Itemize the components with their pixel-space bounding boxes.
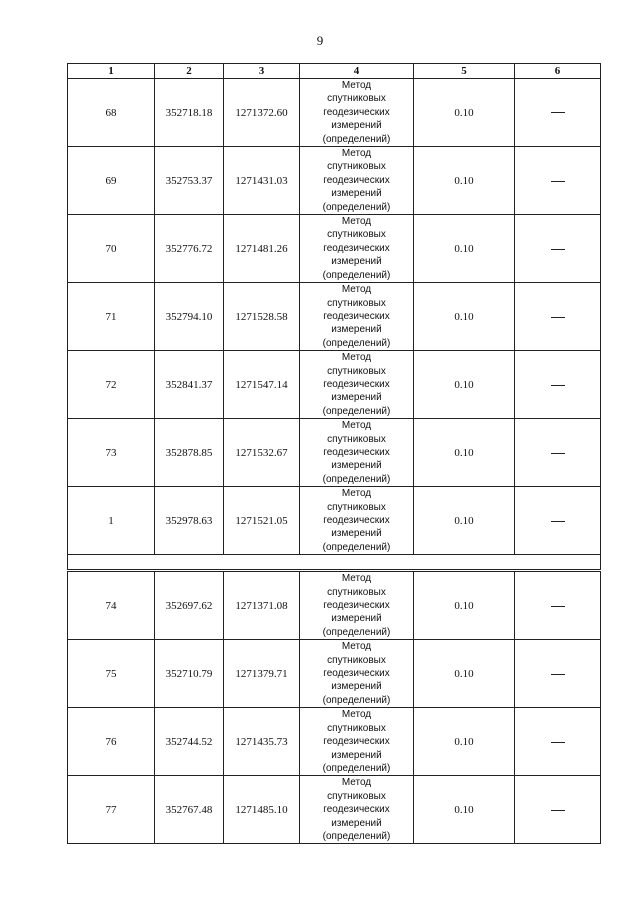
x-coordinate-cell: 352697.62 bbox=[155, 571, 224, 640]
accuracy-cell: 0.10 bbox=[414, 351, 515, 419]
point-number-cell: 71 bbox=[68, 283, 155, 351]
y-coordinate-cell: 1271481.26 bbox=[224, 215, 300, 283]
method-cell bbox=[300, 79, 414, 147]
method-line: (определений) bbox=[322, 541, 391, 553]
method-line: геодезических bbox=[323, 378, 390, 390]
note-cell bbox=[515, 640, 601, 708]
method-line: (определений) bbox=[322, 337, 391, 349]
method-line: измерений bbox=[331, 817, 382, 829]
method-line: Метод bbox=[341, 709, 372, 721]
y-coordinate-cell: 1271521.05 bbox=[224, 487, 300, 555]
table-row bbox=[68, 708, 601, 776]
y-coordinate-cell: 1271435.73 bbox=[224, 708, 300, 776]
point-number-cell: 76 bbox=[68, 708, 155, 776]
method-line: (определений) bbox=[322, 405, 391, 417]
dash-mark bbox=[551, 181, 565, 182]
method-cell bbox=[300, 147, 414, 215]
method-text bbox=[300, 283, 413, 350]
method-line: геодезических bbox=[323, 600, 390, 612]
header-cell: 4 bbox=[300, 64, 414, 79]
method-text bbox=[300, 419, 413, 486]
x-coordinate-cell: 352753.37 bbox=[155, 147, 224, 215]
method-text bbox=[300, 708, 413, 775]
method-line: Метод bbox=[341, 777, 372, 789]
method-line: спутниковых bbox=[327, 229, 386, 241]
method-line: измерений bbox=[331, 528, 382, 540]
method-text bbox=[300, 79, 413, 146]
method-line: спутниковых bbox=[327, 790, 386, 802]
method-text bbox=[300, 572, 413, 639]
accuracy-cell: 0.10 bbox=[414, 79, 515, 147]
table-row bbox=[68, 147, 601, 215]
table-row bbox=[68, 79, 601, 147]
x-coordinate-cell: 352978.63 bbox=[155, 487, 224, 555]
table-row bbox=[68, 283, 601, 351]
method-line: спутниковых bbox=[327, 297, 386, 309]
header-cell: 1 bbox=[68, 64, 155, 79]
point-number-cell: 69 bbox=[68, 147, 155, 215]
method-line: измерений bbox=[331, 120, 382, 132]
point-number-cell: 68 bbox=[68, 79, 155, 147]
method-line: геодезических bbox=[323, 242, 390, 254]
method-line: Метод bbox=[341, 488, 372, 500]
note-cell bbox=[515, 215, 601, 283]
note-cell bbox=[515, 571, 601, 640]
method-line: Метод bbox=[341, 420, 372, 432]
method-line: спутниковых bbox=[327, 722, 386, 734]
method-line: спутниковых bbox=[327, 365, 386, 377]
method-line: Метод bbox=[341, 641, 372, 653]
accuracy-cell: 0.10 bbox=[414, 640, 515, 708]
dash-mark bbox=[551, 317, 565, 318]
note-cell bbox=[515, 776, 601, 844]
method-line: измерений bbox=[331, 681, 382, 693]
method-line: спутниковых bbox=[327, 654, 386, 666]
method-line: (определений) bbox=[322, 626, 391, 638]
point-number-cell: 77 bbox=[68, 776, 155, 844]
method-cell bbox=[300, 640, 414, 708]
method-text bbox=[300, 640, 413, 707]
dash-mark bbox=[551, 606, 565, 607]
y-coordinate-cell: 1271532.67 bbox=[224, 419, 300, 487]
method-text bbox=[300, 215, 413, 282]
point-number-cell: 1 bbox=[68, 487, 155, 555]
note-cell bbox=[515, 708, 601, 776]
method-text bbox=[300, 351, 413, 418]
accuracy-cell: 0.10 bbox=[414, 708, 515, 776]
dash-mark bbox=[551, 385, 565, 386]
y-coordinate-cell: 1271379.71 bbox=[224, 640, 300, 708]
dash-mark bbox=[551, 742, 565, 743]
header-row bbox=[68, 64, 601, 79]
accuracy-cell: 0.10 bbox=[414, 571, 515, 640]
method-line: Метод bbox=[341, 148, 372, 160]
section-separator-row bbox=[68, 555, 601, 571]
method-line: спутниковых bbox=[327, 433, 386, 445]
x-coordinate-cell: 352794.10 bbox=[155, 283, 224, 351]
header-cell: 2 bbox=[155, 64, 224, 79]
point-number-cell: 73 bbox=[68, 419, 155, 487]
y-coordinate-cell: 1271547.14 bbox=[224, 351, 300, 419]
method-line: геодезических bbox=[323, 804, 390, 816]
accuracy-cell: 0.10 bbox=[414, 776, 515, 844]
method-line: геодезических bbox=[323, 106, 390, 118]
method-line: Метод bbox=[341, 80, 372, 91]
method-line: измерений bbox=[331, 256, 382, 268]
method-line: Метод bbox=[341, 284, 372, 296]
note-cell bbox=[515, 147, 601, 215]
table-row bbox=[68, 487, 601, 555]
point-number-cell: 74 bbox=[68, 571, 155, 640]
y-coordinate-cell: 1271528.58 bbox=[224, 283, 300, 351]
method-line: измерений bbox=[331, 324, 382, 336]
method-line: измерений bbox=[331, 188, 382, 200]
accuracy-cell: 0.10 bbox=[414, 419, 515, 487]
method-line: измерений bbox=[331, 460, 382, 472]
method-cell bbox=[300, 487, 414, 555]
method-line: (определений) bbox=[322, 201, 391, 213]
point-number-cell: 75 bbox=[68, 640, 155, 708]
y-coordinate-cell: 1271431.03 bbox=[224, 147, 300, 215]
method-line: геодезических bbox=[323, 515, 390, 526]
dash-mark bbox=[551, 810, 565, 811]
x-coordinate-cell: 352718.18 bbox=[155, 79, 224, 147]
method-line: (определений) bbox=[322, 694, 391, 706]
table-row bbox=[68, 571, 601, 640]
method-line: измерений bbox=[331, 613, 382, 625]
method-line: спутниковых bbox=[327, 161, 386, 173]
method-text bbox=[300, 147, 413, 214]
method-cell bbox=[300, 283, 414, 351]
y-coordinate-cell: 1271372.60 bbox=[224, 79, 300, 147]
method-line: измерений bbox=[331, 749, 382, 761]
method-line: Метод bbox=[341, 573, 372, 585]
table-row bbox=[68, 215, 601, 283]
header-cell: 3 bbox=[224, 64, 300, 79]
x-coordinate-cell: 352878.85 bbox=[155, 419, 224, 487]
dash-mark bbox=[551, 674, 565, 675]
x-coordinate-cell: 352767.48 bbox=[155, 776, 224, 844]
x-coordinate-cell: 352841.37 bbox=[155, 351, 224, 419]
note-cell bbox=[515, 351, 601, 419]
table-row bbox=[68, 640, 601, 708]
method-cell bbox=[300, 776, 414, 844]
method-line: геодезических bbox=[323, 736, 390, 748]
method-cell bbox=[300, 215, 414, 283]
method-cell bbox=[300, 571, 414, 640]
note-cell bbox=[515, 487, 601, 555]
page-number: 9 bbox=[316, 33, 324, 48]
method-text bbox=[300, 776, 413, 843]
method-line: (определений) bbox=[322, 830, 391, 842]
dash-mark bbox=[551, 521, 565, 522]
method-line: измерений bbox=[331, 392, 382, 404]
method-text bbox=[300, 487, 413, 554]
y-coordinate-cell: 1271485.10 bbox=[224, 776, 300, 844]
method-line: геодезических bbox=[323, 310, 390, 322]
note-cell bbox=[515, 283, 601, 351]
method-line: (определений) bbox=[322, 269, 391, 281]
table-row bbox=[68, 776, 601, 844]
method-line: (определений) bbox=[322, 762, 391, 774]
dash-mark bbox=[551, 249, 565, 250]
accuracy-cell: 0.10 bbox=[414, 215, 515, 283]
method-line: (определений) bbox=[322, 473, 391, 485]
header-cell: 5 bbox=[414, 64, 515, 79]
method-line: (определений) bbox=[322, 133, 391, 145]
note-cell bbox=[515, 79, 601, 147]
coordinates-table bbox=[67, 63, 601, 844]
method-line: геодезических bbox=[323, 174, 390, 186]
dash-mark bbox=[551, 453, 565, 454]
method-cell bbox=[300, 351, 414, 419]
accuracy-cell: 0.10 bbox=[414, 283, 515, 351]
y-coordinate-cell: 1271371.08 bbox=[224, 571, 300, 640]
note-cell bbox=[515, 419, 601, 487]
method-line: Метод bbox=[341, 352, 372, 364]
method-line: спутниковых bbox=[327, 586, 386, 598]
method-line: геодезических bbox=[323, 668, 390, 680]
x-coordinate-cell: 352744.52 bbox=[155, 708, 224, 776]
method-cell bbox=[300, 708, 414, 776]
method-line: Метод bbox=[341, 216, 372, 228]
accuracy-cell: 0.10 bbox=[414, 147, 515, 215]
method-line: спутниковых bbox=[327, 501, 386, 513]
dash-mark bbox=[551, 112, 565, 113]
table-row bbox=[68, 419, 601, 487]
x-coordinate-cell: 352776.72 bbox=[155, 215, 224, 283]
x-coordinate-cell: 352710.79 bbox=[155, 640, 224, 708]
accuracy-cell: 0.10 bbox=[414, 487, 515, 555]
point-number-cell: 72 bbox=[68, 351, 155, 419]
point-number-cell: 70 bbox=[68, 215, 155, 283]
method-line: геодезических bbox=[323, 446, 390, 458]
header-cell: 6 bbox=[515, 64, 601, 79]
method-line: спутниковых bbox=[327, 93, 386, 105]
table-row bbox=[68, 351, 601, 419]
method-cell bbox=[300, 419, 414, 487]
section-separator bbox=[68, 555, 601, 571]
